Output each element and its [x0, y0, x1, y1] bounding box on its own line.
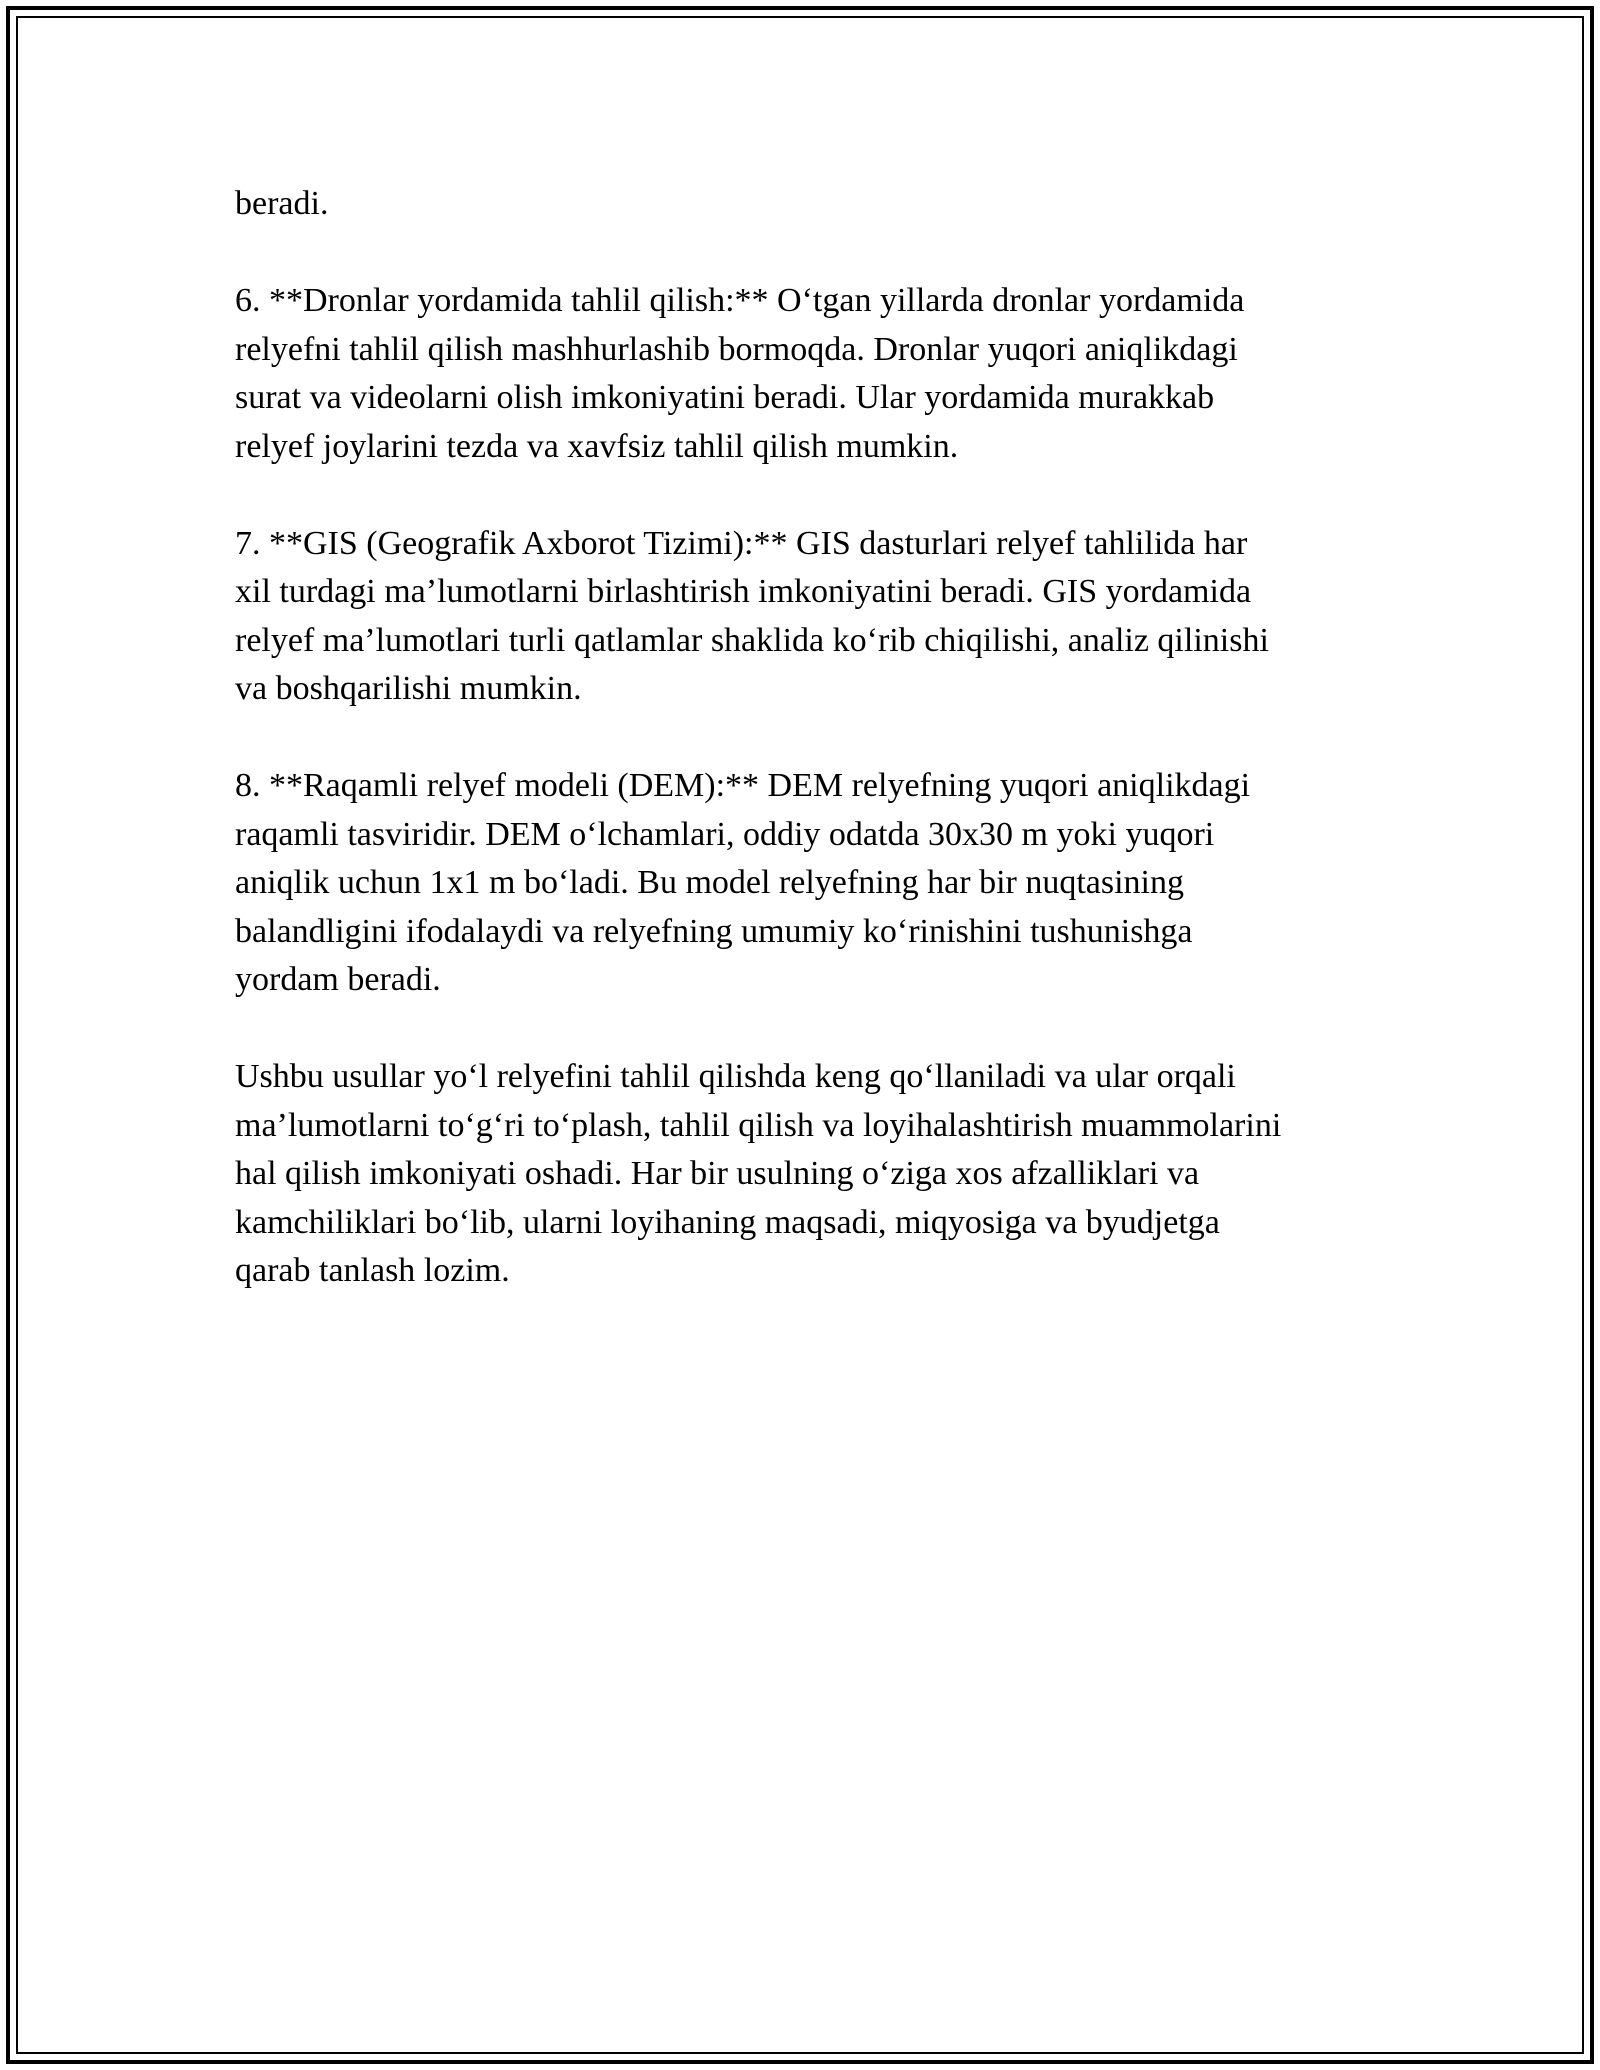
paragraph-gis: 7. **GIS (Geografik Axborot Tizimi):** GIS dasturlari relyef tahlilida har xil turdagi ma’lumotlarni birlashtirish imkoniyatini beradi. GIS yordamida relyef ma’lumotlari turli qatlamlar shaklida ko‘rib chiqilishi, analiz qilinishi va boshqarilishi mumkin.	[235, 524, 1269, 707]
paragraph-continuation: beradi.	[235, 185, 329, 222]
paragraph-drones: 6. **Dronlar yordamida tahlil qilish:** O‘tgan yillarda dronlar yordamida relyefni tahlil qilish mashhurlashib bormoqda. Dronlar yuqori aniqlikdagi surat va videolarni olish imkoniyatini beradi. Ular yordamida murakkab relyef joylarini tezda va xavfsiz tahlil qilish mumkin.	[235, 282, 1245, 465]
paragraph-dem: 8. **Raqamli relyef modeli (DEM):** DEM relyefning yuqori aniqlikdagi raqamli tasviridir. DEM o‘lchamlari, oddiy odatda 30x30 m yoki yuqori aniqlik uchun 1x1 m bo‘ladi. Bu model relyefning har bir nuqtasining balandligini ifodalaydi va relyefning umumiy ko‘rinishini tushunishga yordam beradi.	[235, 767, 1251, 998]
document-body	[235, 180, 1375, 1296]
paragraph-conclusion: Ushbu usullar yo‘l relyefini tahlil qilishda keng qo‘llaniladi va ular orqali ma’lumotlarni to‘g‘ri to‘plash, tahlil qilish va loyihalashtirish muammolarini hal qilish imkoniyati oshadi. Har bir usulning o‘ziga xos afzalliklari va kamchiliklari bo‘lib, ularni loyihaning maqsadi, miqyosiga va byudjetga qarab tanlash lozim.	[235, 1058, 1282, 1289]
